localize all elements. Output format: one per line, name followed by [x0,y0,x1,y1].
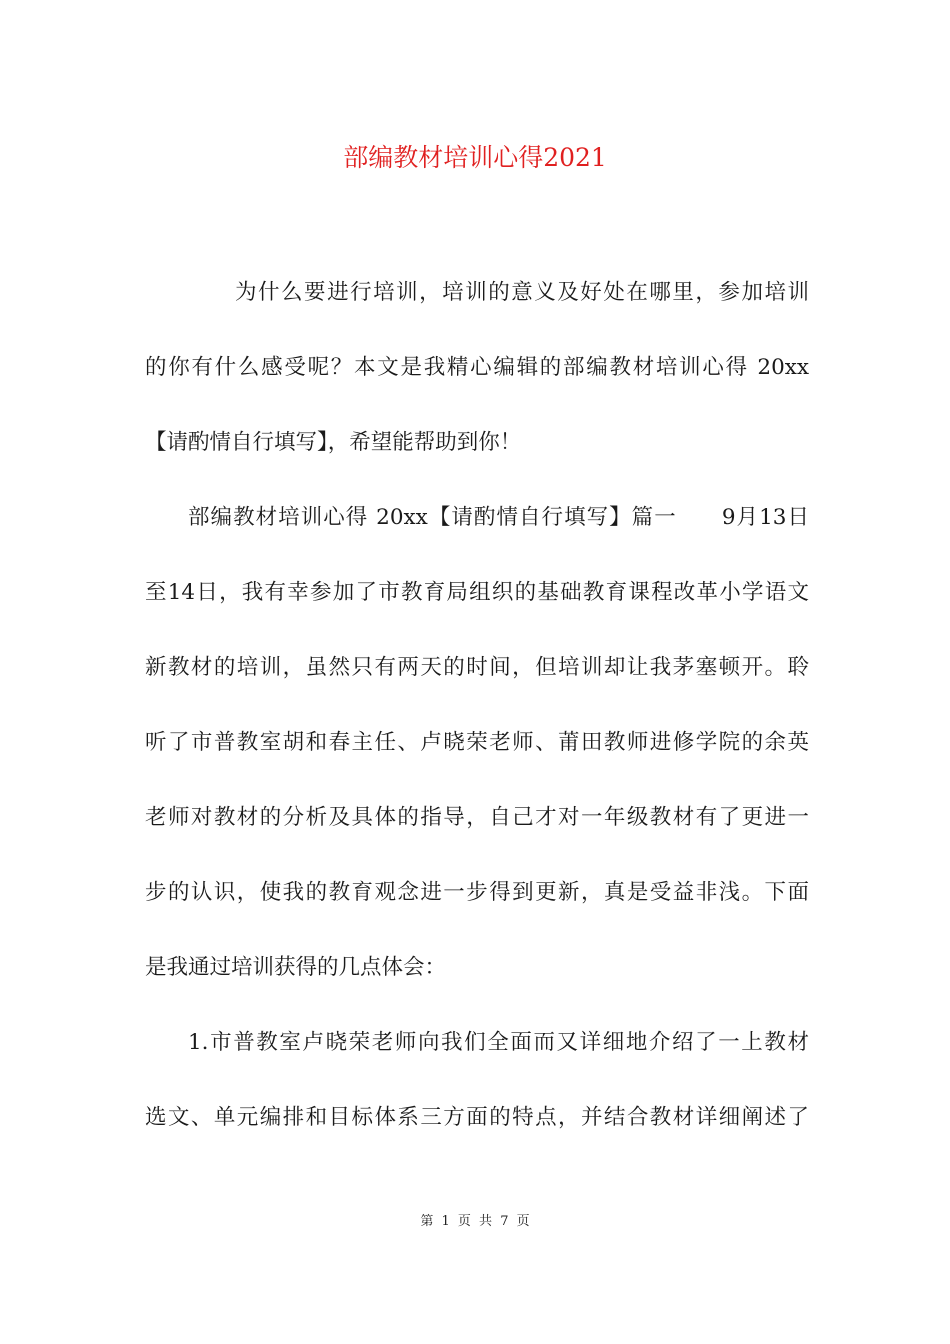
body-line-8: 老师对教材的分析及具体的指导，自己才对一年级教材有了更进一 [145,805,809,830]
body-line-4: 部编教材培训心得 20xx【请酌情自行填写】篇一 9月13日 [188,505,809,530]
page-footer: 第 1 页 共 7 页 [420,1214,530,1229]
body-line-7: 听了市普教室胡和春主任、卢晓荣老师、莆田教师进修学院的余英 [145,730,809,755]
body-line-5: 至14日，我有幸参加了市教育局组织的基础教育课程改革小学语文 [145,580,809,605]
body-line-9: 步的认识，使我的教育观念进一步得到更新，真是受益非浅。下面 [145,880,809,905]
body-line-12: 选文、单元编排和目标体系三方面的特点，并结合教材详细阐述了 [145,1105,809,1130]
body-line-1: 为什么要进行培训，培训的意义及好处在哪里，参加培训 [235,280,809,305]
body-line-2: 的你有什么感受呢？本文是我精心编辑的部编教材培训心得 20xx [145,355,809,380]
document-title: 部编教材培训心得2021 [343,143,607,172]
body-line-6: 新教材的培训，虽然只有两天的时间，但培训却让我茅塞顿开。聆 [145,655,809,680]
body-line-11: 1.市普教室卢晓荣老师向我们全面而又详细地介绍了一上教材 [188,1030,809,1055]
body-line-10: 是我通过培训获得的几点体会： [145,955,447,980]
body-line-3: 【请酌情自行填写】，希望能帮助到你！ [145,430,522,455]
